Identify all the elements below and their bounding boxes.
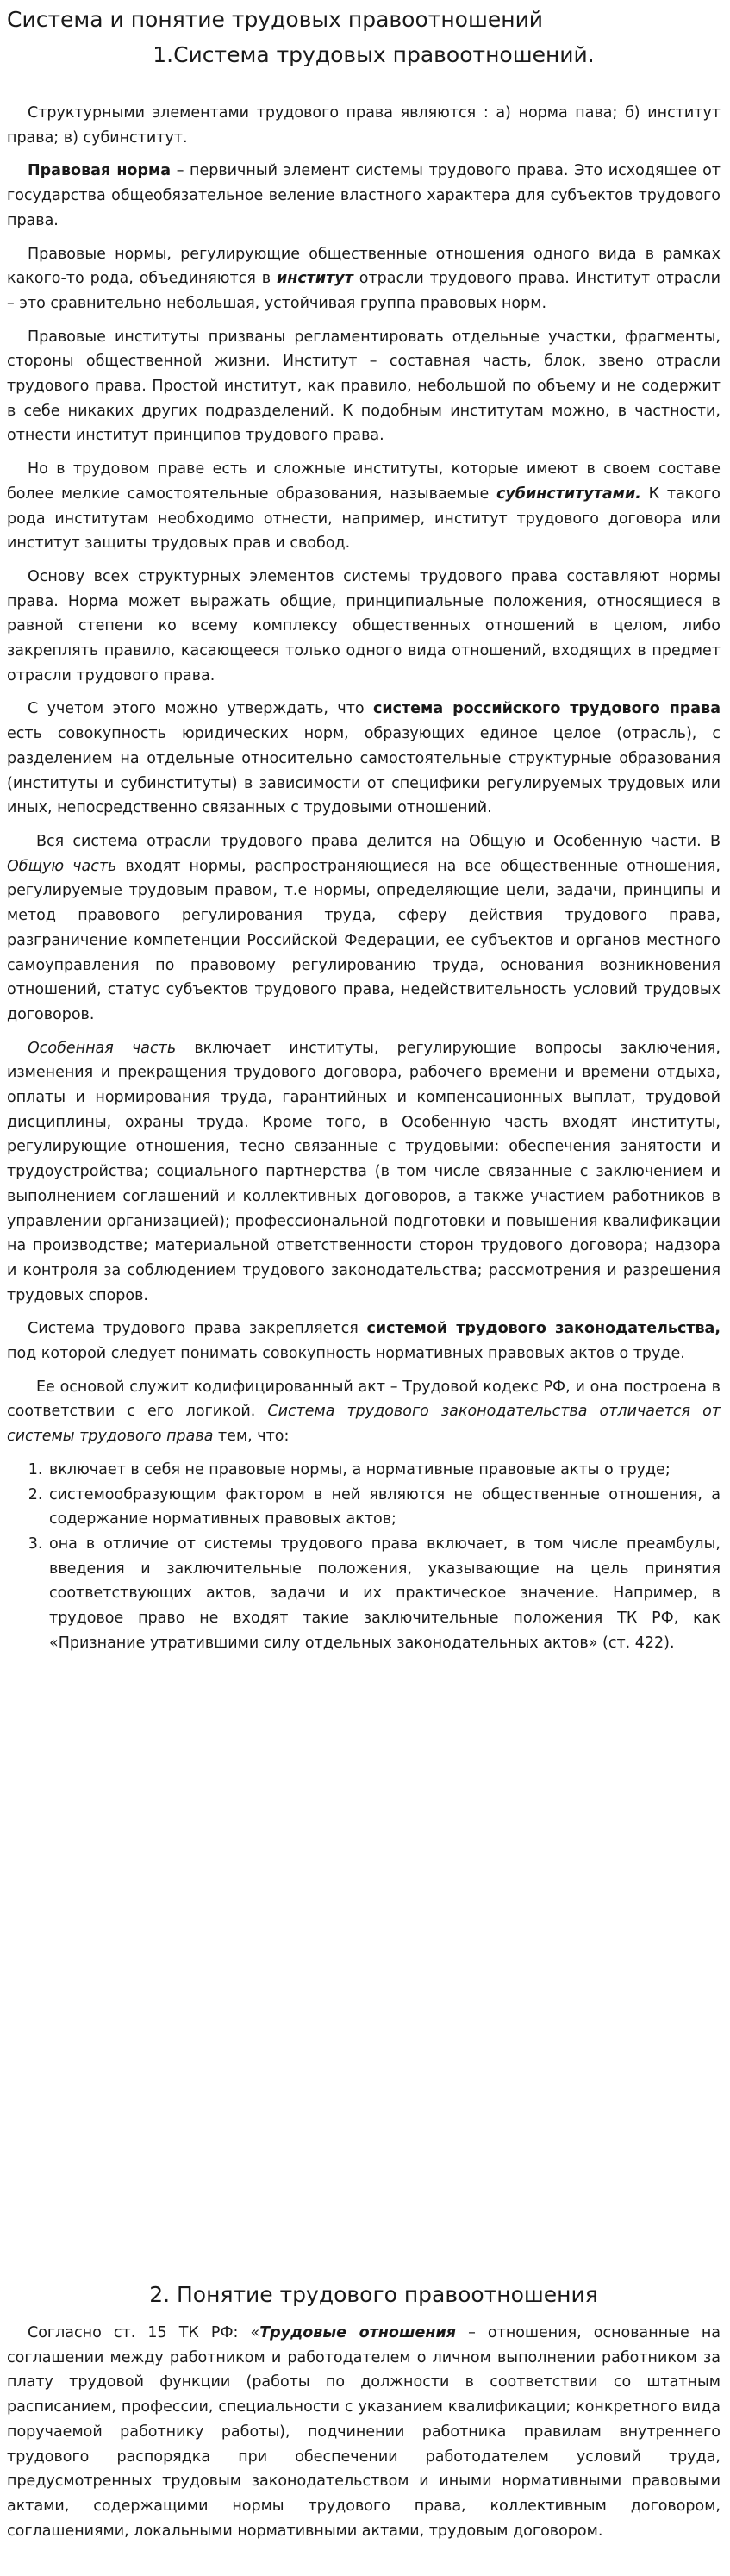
paragraph-structural-elements: Структурными элементами трудового права являются : а) норма пава; б) институт права; в) субинститут.	[7, 104, 721, 147]
paragraph-text: С учетом этого можно утверждать, что	[28, 700, 374, 718]
paragraph-norms-basis: Основу всех структурных элементов системы трудового права составляют нормы права. Норма может выражать общие, принципиальные положения, относящиеся в равной степени ко всему комплексу общественных отношений в целом, либо закреплять правило, касающееся только одного вида отношений, входящих в предмет отрасли трудового права.	[7, 567, 721, 685]
paragraph-legislation-system	[7, 1316, 721, 1366]
list-item: 1. включает в себя не правовые нормы, а нормативные правовые акты о труде;	[47, 1458, 721, 1483]
paragraph-text: Система трудового права закрепляется	[28, 1320, 367, 1338]
term-legislation-differs: Система трудового законодательства отличается от системы трудового права	[7, 1403, 721, 1446]
section-2-body	[7, 2321, 721, 2552]
term-legislation-system: системой трудового законодательства,	[366, 1320, 721, 1338]
paragraph-legal-norm	[7, 159, 721, 233]
term-institute: институт	[277, 270, 353, 288]
paragraph-legal-institutes: Правовые институты призваны регламентировать отдельные участки, фрагменты, стороны общественной жизни. Институт – составная часть, блок, звено отрасли трудового права. Простой институт, как правило, небольшой по объему и не содержит в себе никаких других подразделений. К подобным институтам можно, в частности, отнести институт принципов трудового права.	[7, 328, 721, 445]
paragraph-general-part	[7, 829, 721, 1028]
paragraph-labor-relations	[7, 2321, 721, 2543]
paragraph-labor-code	[7, 1375, 721, 1449]
document-title: Система и понятие трудовых правоотношений	[7, 7, 544, 32]
paragraph-text: Но в трудовом праве есть и сложные институты, которые имеют в своем составе более мелкие самостоятельные образования, называемые	[7, 460, 721, 503]
paragraph-text: отрасли трудового права. Институт отрасли – это сравнительно небольшая, устойчивая группа правовых норм.	[7, 270, 721, 312]
paragraph-text: включает институты, регулирующие вопросы заключения, изменения и прекращения трудового договора, рабочего времени и времени отдыха, оплаты и нормирования труда, гарантийных и компенсационных выплат, трудовой дисциплины, охраны труда. Кроме того, в Особенную часть входят институты, регулирующие отношения, тесно связанные с трудовыми: обеспечения занятости и трудоустройства; социального партнерства (в том числе связанные с заключением и выполнением соглашений и коллективных договоров, а также участием работников в управлении организацией); профессиональной подготовки и повышения квалификации на производстве; материальной ответственности сторон трудового договора; надзора и контроля за соблюдением трудового законодательства; рассмотрения и разрешения трудовых споров.	[7, 1039, 721, 1304]
paragraph-text: Вся система отрасли трудового права делится на Общую и Особенную части. В	[36, 832, 721, 850]
paragraph-institute	[7, 242, 721, 316]
paragraph-text: есть совокупность юридических норм, образующих единое целое (отрасль), с разделением на отдельные относительно самостоятельные структурные образования (институты и субинституты) в зависимости от специфики регулируемых трудовых или иных, непосредственно связанных с трудовыми отношений.	[7, 725, 721, 817]
paragraph-text: Ее основой служит кодифицированный акт – Трудовой кодекс РФ, и она построена в соответствии с его логикой.	[7, 1378, 721, 1421]
paragraph-text: входят нормы, распространяющиеся на все общественные отношения, регулируемые трудовым правом, т.е нормы, определяющие цели, задачи, принципы и метод правового регулирования труда, сферу действия трудового права, разграничение компетенции Российской Федерации, ее субъектов и органов местного самоуправления по правовому регулированию труда, основания возникновения отношений, статус субъектов трудового права, недействительность условий трудовых договоров.	[7, 857, 721, 1023]
list-item: 3. она в отличие от системы трудового права включает, в том числе преамбулы, введения и заключительные положения, указывающие на цель принятия соответствующих актов, задачи и их практическое значение. Например, в трудовое право не входят такие заключительные положения ТК РФ, как «Признание утратившими силу отдельных законодательных актов» (ст. 422).	[47, 1532, 721, 1656]
list-item: 2. системообразующим фактором в ней являются не общественные отношения, а содержание нормативных правовых актов;	[47, 1483, 721, 1532]
paragraph-text: – первичный элемент системы трудового права. Это исходящее от государства общеобязательное веление властного характера для субъектов трудового права.	[7, 162, 721, 229]
paragraph-text: под которой следует понимать совокупность нормативных правовых актов о труде.	[7, 1345, 685, 1363]
paragraph-system-definition	[7, 697, 721, 821]
paragraph-special-part	[7, 1036, 721, 1309]
section-2-title: 2. Понятие трудового правоотношения	[149, 2282, 598, 2307]
term-labor-relations: Трудовые отношения	[259, 2324, 456, 2342]
term-general-part: Общую часть	[7, 857, 117, 875]
term-legal-norm: Правовая норма	[28, 162, 172, 180]
paragraph-subinstitutes	[7, 457, 721, 556]
paragraph-text: – отношения, основанные на соглашении между работником и работодателем о личном выполнении работником за плату трудовой функции (работы по должности в соответствии со штатным расписанием, профессии, специальности с указанием квалификации; конкретного вида поручаемой работнику работы), подчинении работника правилам внутреннего трудового распорядка при обеспечении работодателем условий труда, предусмотренных трудовым законодательством и иными нормативными правовыми актами, содержащими нормы трудового права, коллективным договором, соглашениями, локальными нормативными актами, трудовым договором.	[7, 2324, 721, 2540]
term-special-part: Особенная часть	[28, 1039, 177, 1057]
section-1-title: 1.Система трудовых правоотношений.	[153, 42, 595, 67]
paragraph-text: Правовые нормы, регулирующие общественные отношения одного вида в рамках какого-то рода, объединяются в	[7, 245, 721, 288]
term-subinstitutes: субинститутами.	[496, 485, 641, 503]
term-labor-law-system: система российского трудового права	[373, 700, 721, 718]
section-1-body	[7, 101, 721, 1655]
paragraph-text: тем, что:	[213, 1428, 290, 1446]
differences-list	[41, 1458, 721, 1656]
paragraph-text: К такого рода институтам необходимо отнести, например, институт трудового договора или институт защиты трудовых прав и свобод.	[7, 485, 721, 553]
paragraph-text: Согласно ст. 15 ТК РФ: «	[28, 2324, 260, 2342]
